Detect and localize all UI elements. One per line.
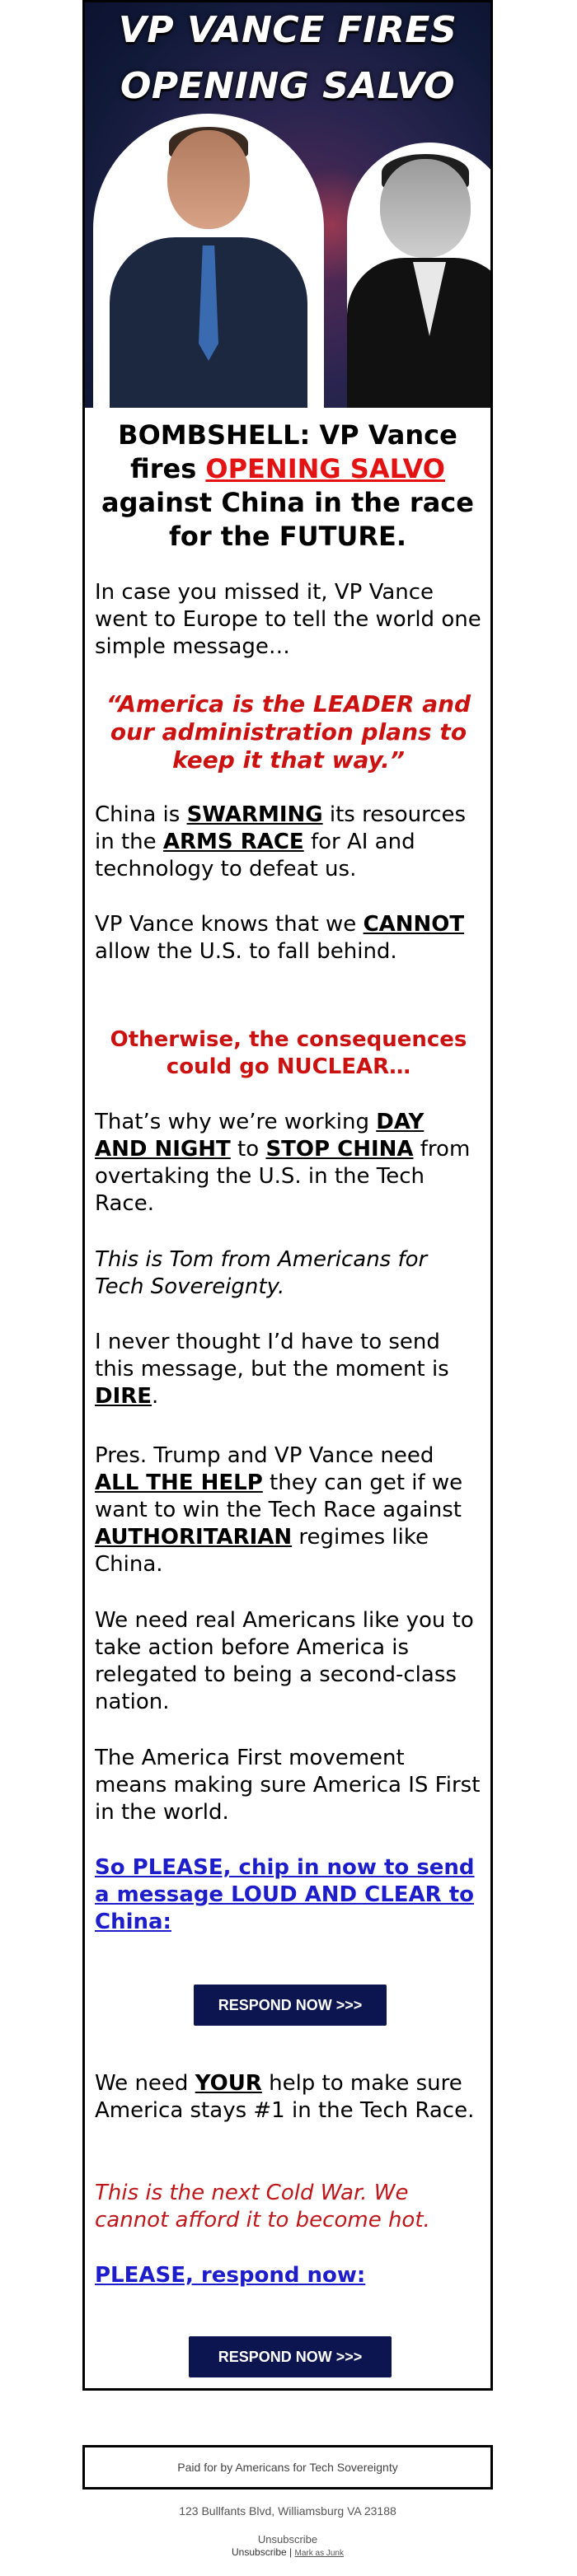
paragraph-cold-war: This is the next Cold War. We cannot afford it to become hot. bbox=[95, 2181, 430, 2232]
donate-link-1[interactable]: So PLEASE, chip in now to send a message LOUD AND CLEAR to China: bbox=[95, 1855, 475, 1934]
paragraph-day-and-night: That’s why we’re working DAY AND NIGHT to STOP CHINA from overtaking the U.S. in the Tech Race. bbox=[95, 1110, 471, 1216]
paragraph-intro: In case you missed it, VP Vance went to Europe to tell the world one simple message… bbox=[95, 580, 481, 659]
vance-photo bbox=[93, 114, 324, 408]
donate-link-2[interactable]: PLEASE, respond now: bbox=[95, 2263, 366, 2288]
vance-quote: “America is the LEADER and our administration plans to keep it that way.” bbox=[106, 690, 471, 774]
paragraph-dire: I never thought I’d have to send this message, but the moment is DIRE. bbox=[95, 1330, 449, 1409]
paragraph-cannot: VP Vance knows that we CANNOT allow the U.S. to fall behind. bbox=[95, 912, 465, 964]
respond-now-button-2[interactable]: RESPOND NOW >>> bbox=[189, 2336, 392, 2377]
unsubscribe-link[interactable]: Unsubscribe bbox=[257, 2533, 318, 2546]
paid-for-disclaimer: Paid for by Americans for Tech Sovereignty bbox=[82, 2445, 493, 2490]
headline: BOMBSHELL: VP Vance fires OPENING SALVO against China in the race for the FUTURE. bbox=[101, 419, 474, 552]
paragraph-america-first: The America First movement means making sure America IS First in the world. bbox=[95, 1746, 481, 1825]
paragraph-tom: This is Tom from Americans for Tech Sovereignty. bbox=[95, 1247, 428, 1299]
mark-as-junk-link[interactable]: Mark as Junk bbox=[294, 2549, 344, 2558]
paragraph-swarming: China is SWARMING its resources in the ARMS RACE for AI and technology to defeat us. bbox=[95, 802, 467, 881]
hero-banner bbox=[85, 2, 490, 408]
paragraph-real-americans: We need real Americans like you to take action before America is relegated to being a second-class nation. bbox=[95, 1608, 474, 1714]
headline-highlight: OPENING SALVO bbox=[205, 453, 445, 484]
xi-photo bbox=[347, 143, 490, 408]
paragraph-your-help: We need YOUR help to make sure America stays #1 in the Tech Race. bbox=[95, 2071, 475, 2123]
respond-now-button-1[interactable]: RESPOND NOW >>> bbox=[194, 1985, 387, 2026]
nuclear-warning: Otherwise, the consequences could go NUCLEAR… bbox=[110, 1027, 467, 1079]
footer-address: 123 Bullfants Blvd, Williamsburg VA 23188 bbox=[179, 2504, 396, 2518]
hero-title-line1: VP VANCE FIRES bbox=[118, 9, 457, 51]
paragraph-all-the-help: Pres. Trump and VP Vance need ALL THE HELP they can get if we want to win the Tech Race against AUTHORITARIAN regimes like China. bbox=[95, 1443, 463, 1577]
unsubscribe-row: Unsubscribe | Mark as Junk bbox=[232, 2546, 344, 2558]
email-card bbox=[82, 0, 493, 2391]
hero-title-line2: OPENING SALVO bbox=[120, 65, 456, 107]
unsubscribe-link-2[interactable]: Unsubscribe bbox=[232, 2546, 287, 2558]
